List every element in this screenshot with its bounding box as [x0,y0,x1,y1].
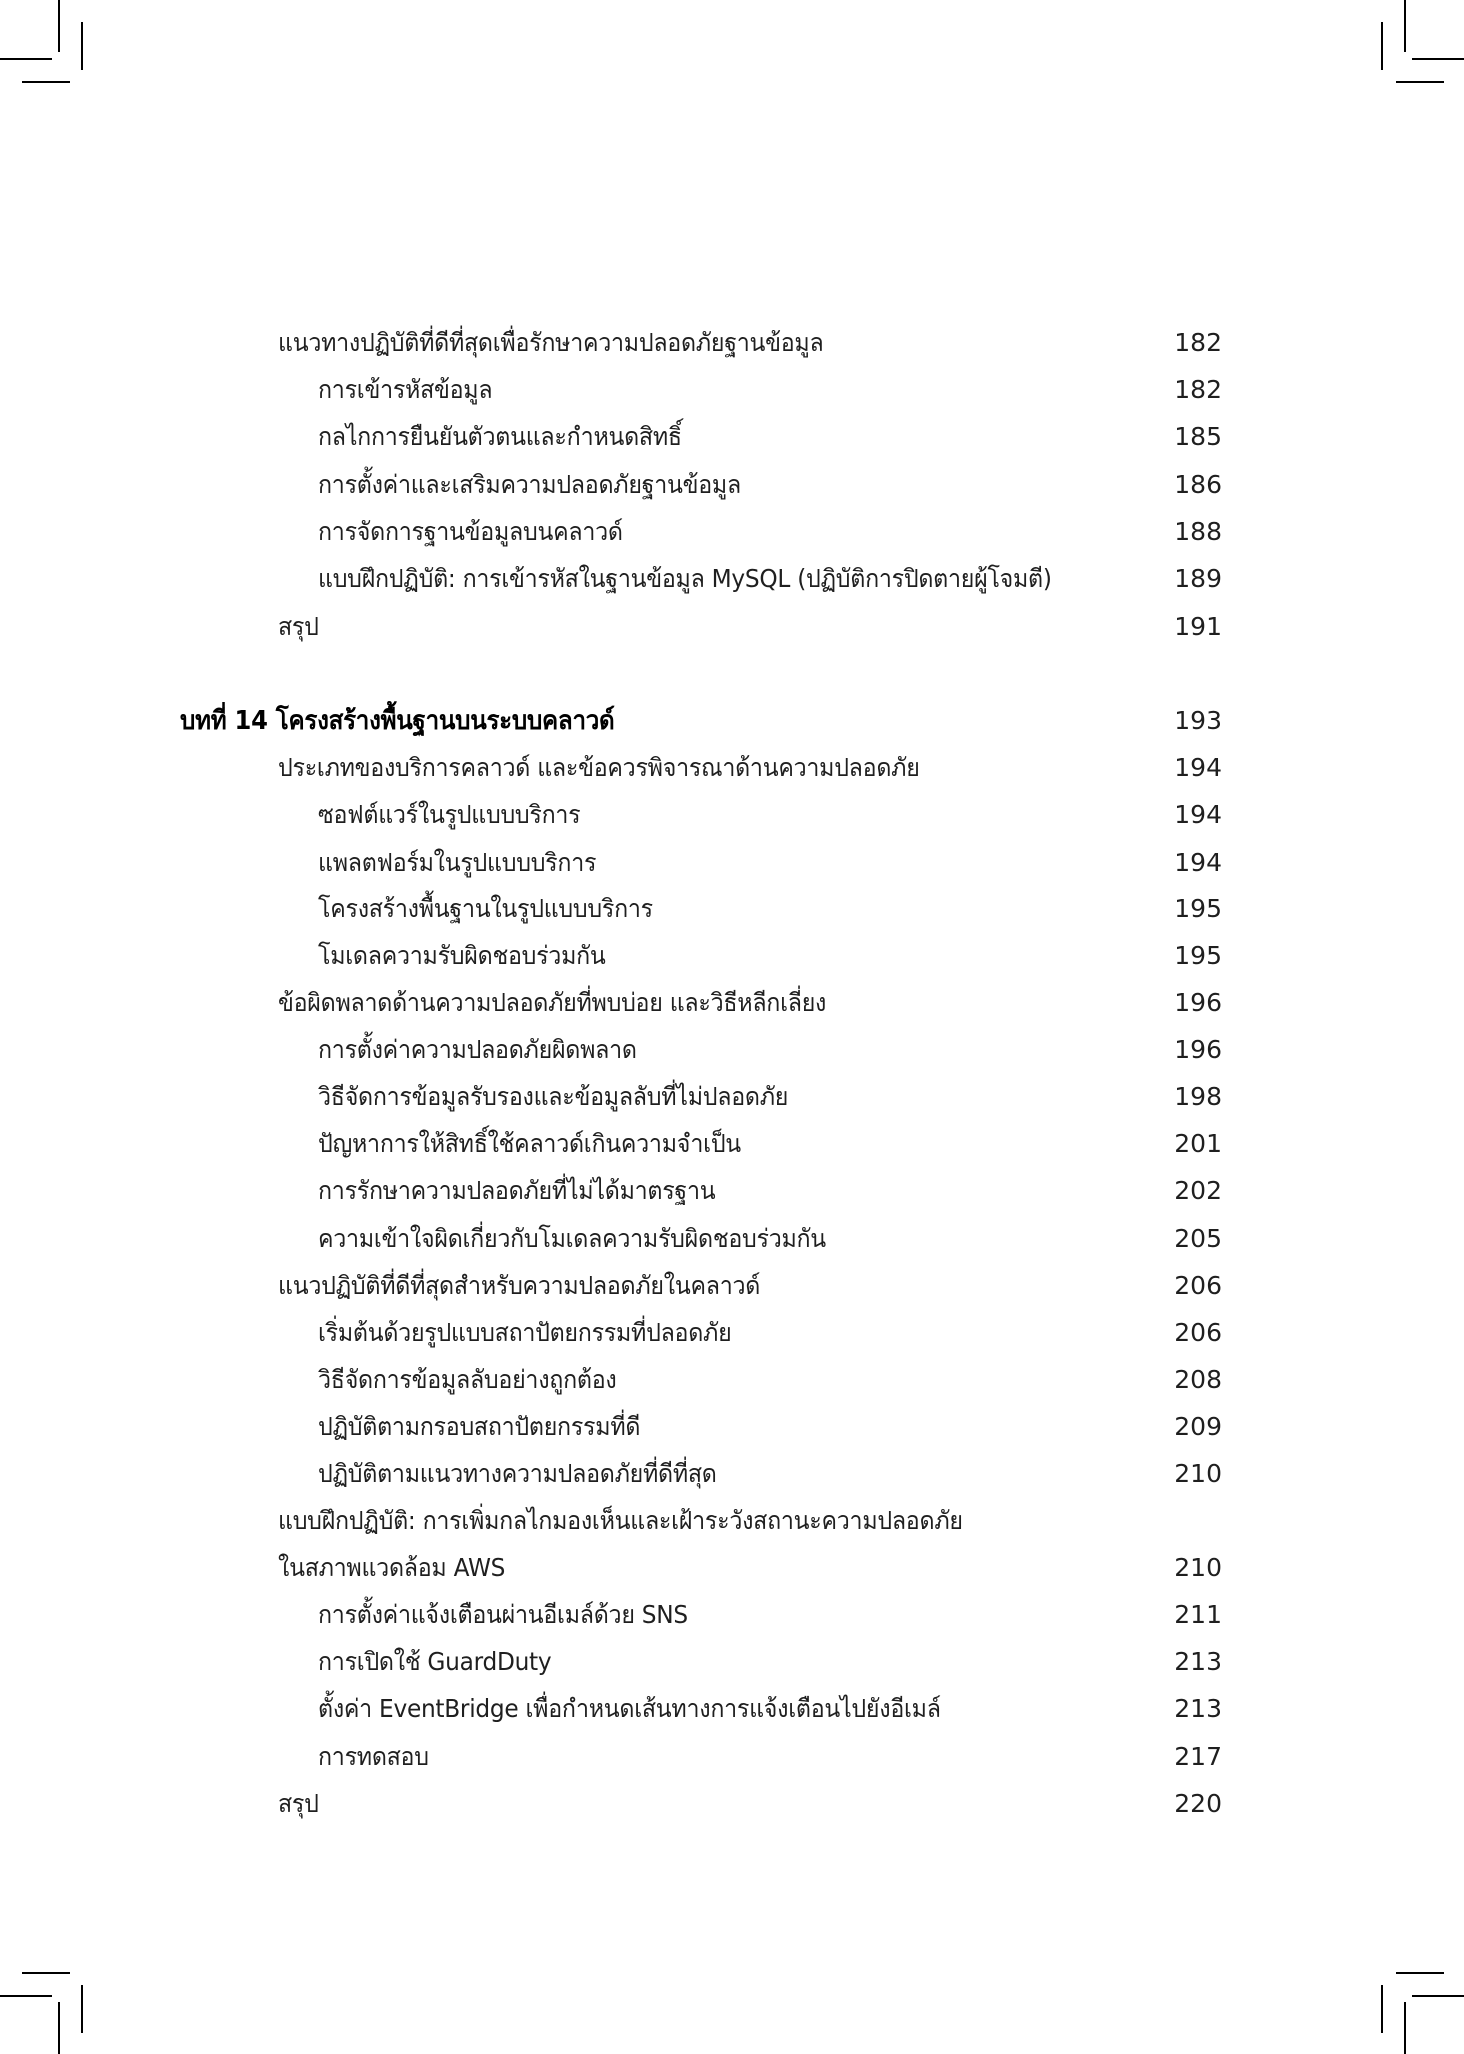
toc-entry-title: ปัญหาการให้สิทธิ์ใช้คลาวด์เกินความจำเป็น [318,1128,741,1158]
toc-entry[interactable] [0,1780,1464,1827]
toc-entry-page: 201 [1174,1129,1222,1158]
toc-entry-title: การเปิดใช้ GuardDuty [318,1646,552,1676]
toc-entry-title: แนวทางปฏิบัติที่ดีที่สุดเพื่อรักษาความปลอดภัยฐานข้อมูล [278,327,824,357]
toc-entry-title: การจัดการฐานข้อมูลบนคลาวด์ [318,516,623,546]
toc-entry-page: 194 [1174,848,1222,877]
toc-entry[interactable] [0,1450,1464,1497]
toc-entry[interactable] [0,1403,1464,1450]
toc-entry-page: 210 [1174,1553,1222,1582]
toc-entry-page: 220 [1174,1789,1222,1818]
toc-entry-page: 189 [1174,564,1222,593]
toc-entry[interactable] [0,461,1464,508]
toc-entry[interactable] [0,979,1464,1026]
toc-entry[interactable] [0,413,1464,460]
toc-entry-page: 195 [1174,894,1222,923]
toc-entry-title: ประเภทของบริการคลาวด์ และข้อควรพิจารณาด้านความปลอดภัย [278,752,920,782]
toc-entry[interactable] [0,744,1464,791]
toc-entry[interactable] [0,1167,1464,1214]
toc-entry[interactable] [0,1638,1464,1685]
toc-entry[interactable] [0,1262,1464,1309]
toc-chapter-heading[interactable] [0,697,1464,744]
toc-entry-page: 185 [1174,422,1222,451]
toc-entry[interactable] [0,1685,1464,1732]
toc-entry-page: 213 [1174,1694,1222,1723]
toc-entry-title: สรุป [278,611,319,641]
toc-entry-page: 188 [1174,517,1222,546]
toc-entry[interactable] [0,1591,1464,1638]
toc-entry-title: การตั้งค่าและเสริมความปลอดภัยฐานข้อมูล [318,469,741,499]
toc-entry-title: แนวปฏิบัติที่ดีที่สุดสำหรับความปลอดภัยในคลาวด์ [278,1270,761,1300]
toc-entry-page: 195 [1174,941,1222,970]
toc-entry[interactable] [0,1215,1464,1262]
toc-entry[interactable] [0,932,1464,979]
toc-entry-title: ปฏิบัติตามแนวทางความปลอดภัยที่ดีที่สุด [318,1458,717,1488]
toc-entry-page: 209 [1174,1412,1222,1441]
toc-entry-page: 194 [1174,753,1222,782]
toc-entry-title: ความเข้าใจผิดเกี่ยวกับโมเดลความรับผิดชอบร่วมกัน [318,1223,826,1253]
toc-entry[interactable] [0,1733,1464,1780]
toc-entry-page: 210 [1174,1459,1222,1488]
toc-entry[interactable] [0,1356,1464,1403]
toc-entry-page: 206 [1174,1318,1222,1347]
toc-entry-title: แบบฝึกปฏิบัติ: การเพิ่มกลไกมองเห็นและเฝ้าระวังสถานะความปลอดภัย [278,1505,963,1535]
toc-entry-page: 194 [1174,800,1222,829]
toc-entry[interactable] [0,791,1464,838]
toc-entry-title: ตั้งค่า EventBridge เพื่อกำหนดเส้นทางการแจ้งเตือนไปยังอีเมล์ [318,1693,941,1723]
toc-entry-title: กลไกการยืนยันตัวตนและกำหนดสิทธิ์ [318,421,682,451]
toc-entry-title: ข้อผิดพลาดด้านความปลอดภัยที่พบบ่อย และวิธีหลีกเลี่ยง [278,987,827,1017]
toc-entry-title: การตั้งค่าแจ้งเตือนผ่านอีเมล์ด้วย SNS [318,1599,688,1629]
toc-entry-title: วิธีจัดการข้อมูลลับอย่างถูกต้อง [318,1364,617,1394]
toc-entry-page: 217 [1174,1742,1222,1771]
toc-entry-title: การเข้ารหัสข้อมูล [318,374,493,404]
toc-entry-title: ซอฟต์แวร์ในรูปแบบบริการ [318,799,581,829]
toc-entry-title: วิธีจัดการข้อมูลรับรองและข้อมูลลับที่ไม่ปลอดภัย [318,1081,789,1111]
toc-entry[interactable] [0,508,1464,555]
toc-entry[interactable] [0,1120,1464,1167]
toc-entry-title: แบบฝึกปฏิบัติ: การเข้ารหัสในฐานข้อมูล MySQL (ปฏิบัติการปิดตายผู้โจมตี) [318,563,1052,593]
toc-entry-page: 186 [1174,470,1222,499]
toc-entry[interactable] [0,319,1464,366]
toc-entry-page: 211 [1174,1600,1222,1629]
toc-entry-page: 206 [1174,1271,1222,1300]
toc-entry-page: 213 [1174,1647,1222,1676]
chapter-title: บทที่ 14 โครงสร้างพื้นฐานบนระบบคลาวด์ [180,706,615,736]
toc-entry-page: 198 [1174,1082,1222,1111]
toc-entry[interactable] [0,1026,1464,1073]
toc-entry[interactable] [0,366,1464,413]
toc-entry-title: เริ่มต้นด้วยรูปแบบสถาปัตยกรรมที่ปลอดภัย [318,1317,732,1347]
toc-entry[interactable] [0,885,1464,932]
toc-entry-title: โครงสร้างพื้นฐานในรูปแบบบริการ [318,893,653,923]
toc-entry-page: 208 [1174,1365,1222,1394]
toc-entry[interactable] [0,555,1464,602]
toc-entry-title: การตั้งค่าความปลอดภัยผิดพลาด [318,1034,637,1064]
toc-entry-page: 196 [1174,1035,1222,1064]
toc-entry-title: แพลตฟอร์มในรูปแบบบริการ [318,847,597,877]
toc-entry-title: สรุป [278,1788,319,1818]
toc-entry-title: ในสภาพแวดล้อม AWS [278,1552,506,1582]
toc-entry[interactable] [0,1309,1464,1356]
toc-entry[interactable] [0,1073,1464,1120]
toc-entry-page: 202 [1174,1176,1222,1205]
toc-entry[interactable] [0,1497,1464,1544]
toc-entry[interactable] [0,603,1464,650]
toc-entry-title: ปฏิบัติตามกรอบสถาปัตยกรรมที่ดี [318,1411,641,1441]
toc-entry-page: 191 [1174,612,1222,641]
toc-entry-page: 196 [1174,988,1222,1017]
toc-entry-title: การทดสอบ [318,1741,429,1771]
toc-entry-title: โมเดลความรับผิดชอบร่วมกัน [318,940,606,970]
chapter-page: 193 [1174,706,1222,735]
toc-entry[interactable] [0,839,1464,886]
toc-entry-page: 205 [1174,1224,1222,1253]
toc-entry-title: การรักษาความปลอดภัยที่ไม่ได้มาตรฐาน [318,1175,716,1205]
toc-entry[interactable] [0,1544,1464,1591]
toc-entry-page: 182 [1174,328,1222,357]
toc-entry-page: 182 [1174,375,1222,404]
